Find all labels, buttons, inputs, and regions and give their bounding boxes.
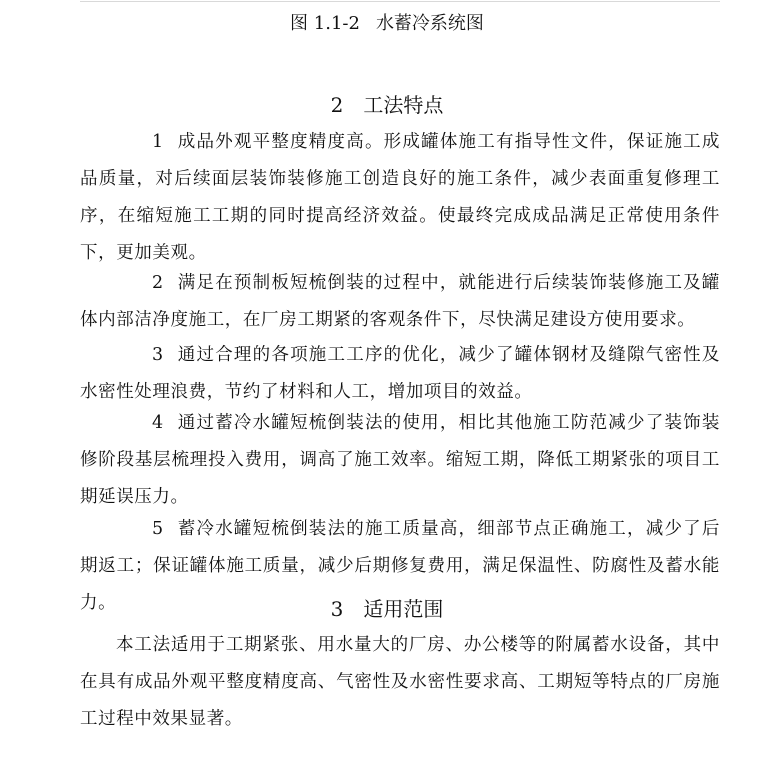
- figure-caption: [0, 10, 774, 38]
- paragraph-text: 满足在预制板短梳倒装的过程中，就能进行后续装饰装修施工及罐体内部洁净度施工，在厂房工期紧的客观条件下，尽快满足建设方使用要求。: [80, 273, 720, 330]
- scope-paragraph: [80, 627, 720, 738]
- paragraph-number: 3: [152, 345, 164, 365]
- figure-title: 水蓄冷系统图: [375, 13, 484, 34]
- paragraph-number: 4: [152, 413, 164, 433]
- feature-paragraph-2: [80, 265, 720, 339]
- paragraph-text: 通过合理的各项施工工序的优化，减少了罐体钢材及缝隙气密性及水密性处理浪费，节约了材料和人工，增加项目的效益。: [80, 345, 720, 402]
- figure-number: 图 1.1-2: [290, 13, 360, 34]
- feature-paragraph-4: [80, 405, 720, 516]
- section-title: 工法特点: [363, 93, 444, 117]
- paragraph-text: 成品外观平整度精度高。形成罐体施工有指导性文件，保证施工成品质量，对后续面层装饰装修施工创造良好的施工条件，减少表面重复修理工序，在缩短施工工期的同时提高经济效益。使最终完成成品满足正常使用条件下，更加美观。: [80, 132, 720, 263]
- section-number: 3: [330, 597, 344, 621]
- top-divider: [80, 1, 720, 2]
- paragraph-text: 通过蓄冷水罐短梳倒装法的使用，相比其他施工防范减少了装饰装修阶段基层梳理投入费用，调高了施工效率。缩短工期，降低工期紧张的项目工期延误压力。: [80, 413, 720, 507]
- section-title: 适用范围: [363, 597, 444, 621]
- paragraph-number: 2: [152, 273, 164, 293]
- section-heading-scope: [0, 594, 774, 624]
- feature-paragraph-3: [80, 337, 720, 411]
- section-heading-features: [0, 90, 774, 120]
- paragraph-text: 本工法适用于工期紧张、用水量大的厂房、办公楼等的附属蓄水设备，其中在具有成品外观平整度精度高、气密性及水密性要求高、工期短等特点的厂房施工过程中效果显著。: [80, 635, 720, 729]
- feature-paragraph-1: [80, 124, 720, 272]
- section-number: 2: [330, 93, 344, 117]
- paragraph-number: 5: [152, 519, 164, 539]
- paragraph-text: 蓄冷水罐短梳倒装法的施工质量高，细部节点正确施工，减少了后期返工；保证罐体施工质量，减少后期修复费用，满足保温性、防腐性及蓄水能力。: [80, 519, 720, 613]
- paragraph-number: 1: [152, 132, 164, 152]
